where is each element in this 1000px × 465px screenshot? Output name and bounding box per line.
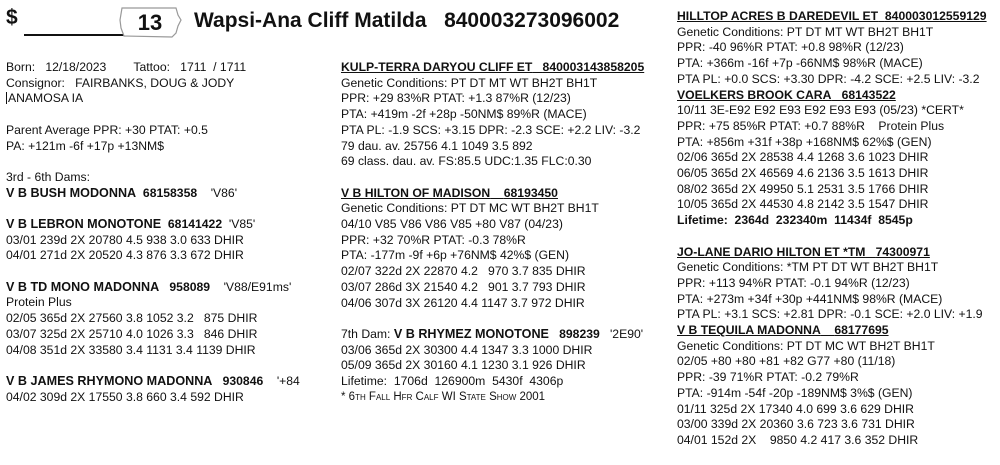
dam-reg: 68141422 bbox=[167, 216, 223, 231]
consignor-row bbox=[6, 76, 326, 92]
dam-name: V B JAMES RHYMONO MADONNA bbox=[6, 373, 213, 388]
born-date: 12/18/2023 bbox=[45, 60, 107, 74]
info-line: 79 dau. av. 25756 4.1 1049 3.5 892 bbox=[341, 138, 533, 153]
record-line: 03/07 325d 2X 25710 4.0 1026 3.3 846 DHIR bbox=[6, 326, 258, 341]
record-line: 02/05 365d 2X 27560 3.8 1052 3.2 875 DHIR bbox=[6, 311, 258, 326]
info-line: 10/11 3E-E92 E92 E93 E92 E93 E93 (05/23) *CERT* bbox=[677, 103, 964, 118]
animal-id: 840003273096002 bbox=[444, 9, 620, 32]
record-line: 04/08 351d 2X 33580 3.4 1131 3.4 1139 DHIR bbox=[6, 342, 256, 357]
mgs-header bbox=[341, 186, 663, 202]
dam-score: '2E90' bbox=[609, 326, 644, 341]
info-line: Genetic Conditions: PT DT MC WT BH2T BH1T bbox=[677, 338, 935, 353]
paternal-granddam-header bbox=[677, 88, 999, 104]
parent-average-pta: PA: +121m -6f +17p +13NM$ bbox=[6, 138, 164, 153]
consignor-location bbox=[6, 91, 326, 107]
ancestor-name: HILLTOP ACRES B DAREDEVIL ET bbox=[677, 9, 879, 23]
ancestor-reg: 74300971 bbox=[875, 244, 930, 259]
sire-name: KULP-TERRA DARYOU CLIFF ET bbox=[341, 60, 533, 74]
born-label: Born: bbox=[6, 60, 36, 74]
info-line: PPR: -39 71%R PTAT: -0.2 79%R bbox=[677, 370, 859, 385]
info-line: PTA PL: +0.0 SCS: +3.30 DPR: -4.2 SCE: +2.5 LIV: -3.2 bbox=[677, 71, 980, 86]
ancestor-reg: 840003012559129 bbox=[884, 9, 987, 23]
dam-4-header bbox=[6, 217, 326, 233]
born-row bbox=[6, 60, 326, 76]
dam-score: 'V85' bbox=[228, 216, 256, 231]
info-line: PPR: -40 96%R PTAT: +0.8 98%R (12/23) bbox=[677, 40, 904, 55]
dam-3-header bbox=[6, 186, 326, 202]
maternal-grandsire-header bbox=[677, 245, 999, 261]
lot-number: 13 bbox=[137, 10, 163, 35]
info-line: Genetic Conditions: *TM PT DT WT BH2T BH1T bbox=[677, 260, 939, 275]
maternal-granddam-header bbox=[677, 323, 999, 339]
ancestor-name: V B TEQUILA MADONNA bbox=[677, 323, 821, 338]
dam-name: V B LEBRON MONOTONE bbox=[6, 216, 162, 231]
lifetime-line: Lifetime: 1706d 126900m 5430f 4306p bbox=[341, 374, 564, 389]
record-line: 03/07 286d 3X 21540 4.2 901 3.7 793 DHIR bbox=[341, 279, 586, 294]
sire-reg: 840003143858205 bbox=[542, 60, 645, 74]
mgs-reg: 68193450 bbox=[503, 185, 558, 200]
animal-info-column bbox=[6, 60, 326, 405]
paternal-grandsire-header bbox=[677, 9, 999, 25]
mgs-name: V B HILTON OF MADISON bbox=[341, 185, 491, 200]
sire-column bbox=[341, 60, 663, 405]
info-line: PPR: +75 85%R PTAT: +0.7 88%R Protein Plus bbox=[677, 118, 945, 133]
dam-name: V B TD MONO MADONNA bbox=[6, 279, 160, 294]
text-cursor-icon bbox=[6, 92, 7, 104]
dam-6-header bbox=[6, 374, 326, 390]
ancestor-reg: 68177695 bbox=[834, 323, 889, 338]
info-line: PTA: +856m +31f +38p +168NM$ 62%$ (GEN) bbox=[677, 134, 932, 149]
dams-label: 3rd - 6th Dams: bbox=[6, 169, 90, 184]
info-line: PPR: +113 94%R PTAT: -0.1 94%R (12/23) bbox=[677, 275, 910, 290]
info-line: PTA: +273m +34f +30p +441NM$ 98%R (MACE) bbox=[677, 291, 943, 306]
info-line: PTA: +419m -2f +28p -50NM$ 89%R (MACE) bbox=[341, 107, 587, 122]
info-line: 69 class. dau. av. FS:85.5 UDC:1.35 FLC:0.30 bbox=[341, 154, 592, 169]
dam-reg: 68158358 bbox=[142, 185, 198, 200]
record-line: 01/11 325d 2X 17340 4.0 699 3.6 629 DHIR bbox=[677, 401, 914, 416]
sire-header bbox=[341, 60, 663, 76]
record-line: 06/05 365d 2X 46569 4.6 2136 3.5 1613 DHIR bbox=[677, 166, 929, 181]
dam-reg: 898239 bbox=[559, 326, 600, 341]
parent-average: Parent Average PPR: +30 PTAT: +0.5 bbox=[6, 122, 208, 137]
record-line: 10/05 365d 2X 44530 4.8 2142 3.5 1547 DHIR bbox=[677, 197, 929, 212]
consignor-label: Consignor: bbox=[6, 75, 65, 90]
dam-score: 'V86' bbox=[210, 185, 238, 200]
info-line: PTA: +366m -16f +7p -66NM$ 98%R (MACE) bbox=[677, 56, 923, 71]
info-line: Genetic Conditions: PT DT MC WT BH2T BH1T bbox=[341, 201, 599, 216]
lot-header bbox=[6, 4, 666, 40]
info-line: 04/10 V85 V86 V86 V85 +80 V87 (04/23) bbox=[341, 217, 563, 232]
info-line: PTA: -177m -9f +6p +76NM$ 42%$ (GEN) bbox=[341, 248, 570, 263]
info-line: Genetic Conditions: PT DT MT WT BH2T BH1T bbox=[677, 24, 934, 39]
award-line: * 6th Fall Hfr Calf WI State Show 2001 bbox=[341, 390, 546, 403]
location-text: ANAMOSA IA bbox=[8, 91, 84, 106]
record-line: 03/01 239d 2X 20780 4.5 938 3.0 633 DHIR bbox=[6, 232, 244, 247]
lifetime-line: Lifetime: 2364d 232340m 11434f 8545p bbox=[677, 213, 913, 228]
record-line: 03/06 365d 2X 30300 4.4 1347 3.3 1000 DHIR bbox=[341, 342, 593, 357]
record-line: 02/07 322d 2X 22870 4.2 970 3.7 835 DHIR bbox=[341, 264, 586, 279]
dam-name: V B BUSH MODONNA bbox=[6, 185, 137, 200]
dam-5-header bbox=[6, 280, 326, 296]
ancestor-name: VOELKERS BROOK CARA bbox=[677, 87, 832, 102]
info-line: PPR: +32 70%R PTAT: -0.3 78%R bbox=[341, 232, 526, 247]
dam-note: Protein Plus bbox=[6, 295, 72, 310]
consignor-name: FAIRBANKS, DOUG & JODY bbox=[75, 75, 235, 90]
animal-title bbox=[194, 9, 619, 33]
record-line: 04/02 309d 2X 17550 3.8 660 3.4 592 DHIR bbox=[6, 389, 244, 404]
tattoo-value: 1711 / 1711 bbox=[180, 60, 247, 74]
dam-name: V B RHYMEZ MONOTONE bbox=[393, 326, 549, 341]
dam-score: 'V88/E91ms' bbox=[223, 279, 292, 294]
info-line: PTA PL: +3.1 SCS: +2.81 DPR: -0.1 SCE: +2.0 LIV: +1.9 bbox=[677, 307, 983, 322]
record-line: 04/01 271d 2X 20520 4.3 876 3.3 672 DHIR bbox=[6, 248, 244, 263]
ancestor-name: JO-LANE DARIO HILTON ET *TM bbox=[677, 244, 866, 259]
info-line: Genetic Conditions: PT DT MT WT BH2T BH1T bbox=[341, 75, 598, 90]
record-line: 04/01 152d 2X 9850 4.2 417 3.6 352 DHIR bbox=[677, 432, 919, 447]
info-line: 02/05 +80 +80 +81 +82 G77 +80 (11/18) bbox=[677, 354, 896, 369]
tattoo-label: Tattoo: bbox=[133, 60, 170, 74]
dam-7-label: 7th Dam: bbox=[341, 326, 391, 341]
price-blank-line bbox=[24, 34, 124, 36]
dam-reg: 930846 bbox=[222, 373, 264, 388]
info-line: PTA: -914m -54f -20p -189NM$ 3%$ (GEN) bbox=[677, 385, 913, 400]
info-line: PTA PL: -1.9 SCS: +3.15 DPR: -2.3 SCE: +2.2 LIV: -3.2 bbox=[341, 122, 641, 137]
record-line: 08/02 365d 2X 49950 5.1 2531 3.5 1766 DHIR bbox=[677, 181, 929, 196]
dam-reg: 958089 bbox=[169, 279, 211, 294]
info-line: PPR: +29 83%R PTAT: +1.3 87%R (12/23) bbox=[341, 91, 571, 106]
dam-score: '+84 bbox=[276, 373, 300, 388]
record-line: 03/00 339d 2X 20360 3.6 723 3.6 731 DHIR bbox=[677, 417, 915, 432]
price-dollar-sign: $ bbox=[6, 6, 18, 29]
ancestor-reg: 68143522 bbox=[841, 87, 896, 102]
record-line: 02/06 365d 2X 28538 4.4 1268 3.6 1023 DHIR bbox=[677, 150, 929, 165]
pedigree-column bbox=[677, 9, 999, 449]
record-line: 05/09 365d 2X 30160 4.1 1230 3.1 926 DHIR bbox=[341, 358, 586, 373]
animal-name: Wapsi-Ana Cliff Matilda bbox=[194, 9, 427, 32]
record-line: 04/06 307d 3X 26120 4.4 1147 3.7 972 DHIR bbox=[341, 295, 585, 310]
dam-7-header bbox=[341, 327, 663, 343]
